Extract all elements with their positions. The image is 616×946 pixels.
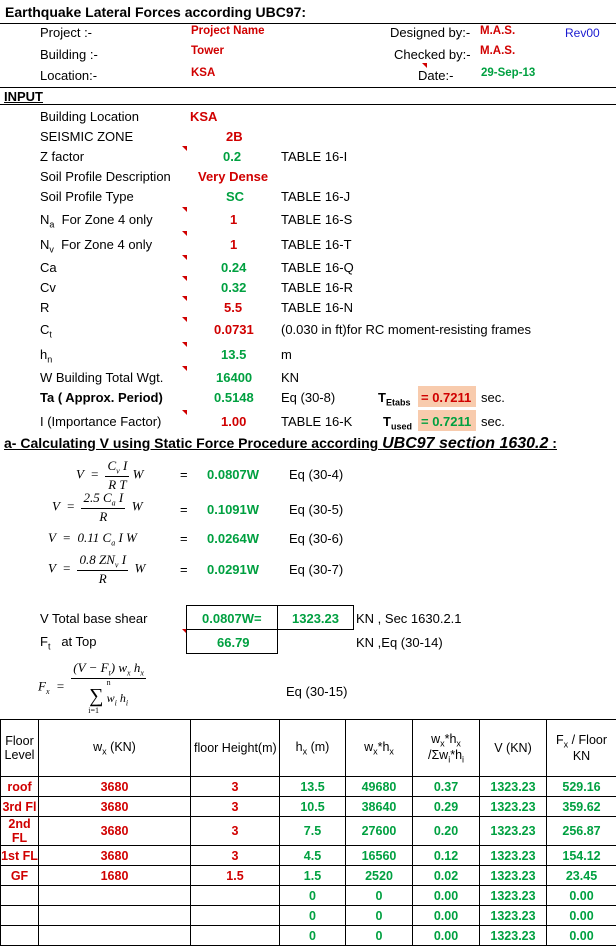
formula-eq-30-6: V = 0.11 $C_a$ I W [48,530,137,548]
column-header-ratio: $w_x*h_x$ $/\Sigma w_i*h_i$ [413,720,480,777]
ft-label: $F_t$ at Top [40,634,97,652]
base-value: 1323.23 [292,611,339,626]
equals-sign: = [180,531,188,546]
comment-marker [182,342,187,347]
input-value: 0.2 [223,149,241,164]
project-label: Project :- [40,25,92,40]
table-cell: 0 [346,926,413,946]
base-shear-label: V Total base shear [40,611,147,626]
input-value: 13.5 [221,347,246,362]
equals-sign: = [180,562,188,577]
input-label: Z factor [40,149,84,164]
table-cell: 0.00 [413,886,480,906]
table-cell [191,926,280,946]
input-ref: TABLE 16-R [281,280,353,295]
table-cell: 13.5 [280,777,346,797]
table-row [1,797,616,817]
table-cell: 0.37 [413,777,480,797]
table-cell: 1323.23 [480,926,547,946]
table-cell: 1.5 [280,866,346,886]
t-used-value: = 0.7211 [421,414,471,429]
nv-label: $N_v$ For Zone 4 only [40,237,152,255]
input-value: 0.5148 [214,390,254,405]
column-header-wxhx: $w_x*h_x$ [346,720,413,777]
table-cell [191,906,280,926]
input-ref: TABLE 16-S [281,212,352,227]
table-cell: 0.00 [413,926,480,946]
divider [0,104,616,105]
table-cell [1,906,39,926]
checked-value: M.A.S. [480,45,515,57]
table-cell: 3 [191,777,280,797]
input-label: R [40,300,49,315]
column-header: floor Height(m) [191,720,280,777]
input-value: 0.24 [221,260,246,275]
t-etabs-label: $T_{Etabs}$ [378,390,410,408]
table-header-row [1,720,616,777]
input-ref: TABLE 16-N [281,300,353,315]
input-label: SEISMIC ZONE [40,129,133,144]
table-cell: 1323.23 [480,797,547,817]
column-header: Floor Level [1,720,39,777]
ft-value: 66.79 [217,635,250,650]
input-ref: m [281,347,292,362]
table-cell: 256.87 [547,817,616,846]
input-label: Soil Profile Description [40,169,171,184]
input-label: Building Location [40,109,139,124]
hn-label: $h_n$ [40,347,52,365]
table-cell: 1323.23 [480,886,547,906]
input-label: W Building Total Wgt. [40,370,163,385]
comment-marker [182,296,187,301]
date-value: 29-Sep-13 [481,67,535,79]
input-label: Ca [40,260,57,275]
building-value: Tower [191,45,224,57]
table-cell: 1323.23 [480,906,547,926]
section-a-heading: a- Calculating V using Static Force Procedure according UBC97 section 1630.2 : [4,435,557,453]
building-label: Building :- [40,47,98,62]
table-cell: 0.00 [547,926,616,946]
table-cell: 3680 [39,846,191,866]
ct-label: $C_t$ [40,322,52,340]
column-header: V (KN) [480,720,547,777]
table-row [1,777,616,797]
eq-value: 0.0807W [207,467,259,482]
table-cell: 0.00 [413,906,480,926]
table-cell: 2520 [346,866,413,886]
comment-marker [182,146,187,151]
table-cell [39,926,191,946]
eq-value: 0.0291W [207,562,259,577]
input-ref: KN [281,370,299,385]
column-header-wx: $w_x$ (KN) [39,720,191,777]
base-coef: 0.0807W= [202,611,262,626]
eq-ref: Eq (30-6) [289,531,343,546]
t-used-label: $T_{used}$ [383,414,412,432]
table-cell: 154.12 [547,846,616,866]
input-label: Soil Profile Type [40,189,134,204]
fx-ref: Eq (30-15) [286,684,347,699]
input-label: Cv [40,280,56,295]
input-ref: Eq (30-8) [281,390,335,405]
eq-ref: Eq (30-5) [289,502,343,517]
comment-marker [182,276,187,281]
eq-ref: Eq (30-7) [289,562,343,577]
table-cell: 1323.23 [480,777,547,797]
formula-eq-30-5: V = $\frac{2.5 C_a I}{R}$ W [52,490,143,525]
input-value: 0.0731 [214,322,254,337]
table-cell [39,886,191,906]
table-cell: 7.5 [280,817,346,846]
formula-eq-30-7: V = $\frac{0.8 ZN_v I}{R}$ W [48,552,145,587]
table-cell [39,906,191,926]
table-cell [191,886,280,906]
table-row [1,926,616,946]
table-row [1,846,616,866]
table-cell: 27600 [346,817,413,846]
input-ref: TABLE 16-K [281,414,352,429]
table-cell: 0.29 [413,797,480,817]
designed-value: M.A.S. [480,25,515,37]
table-cell: 359.62 [547,797,616,817]
table-cell: 0.12 [413,846,480,866]
table-cell: 10.5 [280,797,346,817]
comment-marker [182,317,187,322]
comment-marker [182,410,187,415]
divider [0,87,616,88]
eq-value: 0.0264W [207,531,259,546]
table-cell: 0.20 [413,817,480,846]
divider [0,23,616,24]
table-cell: 49680 [346,777,413,797]
table-cell: 1680 [39,866,191,886]
table-cell: 38640 [346,797,413,817]
input-value: Very Dense [198,169,268,184]
input-ref: (0.030 in ft)for RC moment-resisting frames [281,322,531,337]
table-cell: 0 [280,886,346,906]
column-header-hx: $h_x$ (m) [280,720,346,777]
table-cell: 1.5 [191,866,280,886]
table-cell [1,926,39,946]
table-row [1,886,616,906]
input-value: 0.32 [221,280,246,295]
location-value: KSA [191,67,215,79]
table-cell: 4.5 [280,846,346,866]
table-cell: 3680 [39,817,191,846]
table-cell: 529.16 [547,777,616,797]
table-cell: 2nd FL [1,817,39,846]
table-row [1,906,616,926]
project-value: Project Name [191,25,265,37]
input-value: 1 [230,237,237,252]
input-heading: INPUT [4,89,43,104]
floor-forces-table [0,719,616,946]
table-row [1,817,616,846]
table-cell: roof [1,777,39,797]
t-used-unit: sec. [481,414,505,429]
table-cell: 0.00 [547,906,616,926]
base-ref: KN , Sec 1630.2.1 [356,611,462,626]
table-cell: 3rd Fl [1,797,39,817]
table-row [1,866,616,886]
input-value: SC [226,189,244,204]
comment-marker [182,207,187,212]
date-label: Date:- [418,68,453,83]
comment-marker [182,366,187,371]
table-cell: 0 [346,906,413,926]
designed-label: Designed by:- [390,25,470,40]
table-cell: 0.00 [547,886,616,906]
location-label: Location:- [40,68,97,83]
table-cell: 3680 [39,777,191,797]
input-label: I (Importance Factor) [40,414,161,429]
page-title: Earthquake Lateral Forces according UBC97: [5,4,306,20]
table-cell: GF [1,866,39,886]
revision: Rev00 [565,26,600,40]
formula-eq-30-4: V = $\frac{C_v I}{\text{R T}}$ W [76,458,143,493]
t-etabs-unit: sec. [481,390,505,405]
checked-label: Checked by:- [394,47,471,62]
input-ref: TABLE 16-Q [281,260,354,275]
comment-marker [182,231,187,236]
na-label: $N_a$ For Zone 4 only [40,212,153,230]
t-etabs-value: = 0.7211 [421,390,471,405]
table-cell: 0 [280,926,346,946]
input-value: KSA [190,109,217,124]
input-label: Ta ( Approx. Period) [40,390,163,405]
input-value: 5.5 [224,300,242,315]
table-cell: 3 [191,817,280,846]
eq-value: 0.1091W [207,502,259,517]
input-ref: TABLE 16-I [281,149,347,164]
table-cell: 3 [191,846,280,866]
table-cell: 0 [346,886,413,906]
table-cell: 0.02 [413,866,480,886]
table-cell: 3 [191,797,280,817]
input-value: 1 [230,212,237,227]
equals-sign: = [180,502,188,517]
input-value: 16400 [216,370,252,385]
column-header-fx: $F_x$ / Floor KN [547,720,616,777]
formula-eq-30-15: $F_x$ = $(V - F_t)$ $w_x$ $h_x$ n ∑ $w_i$ $h_i$ i=1 [38,660,146,715]
input-ref: TABLE 16-J [281,189,350,204]
ft-ref: KN ,Eq (30-14) [356,635,443,650]
table-cell [1,886,39,906]
table-cell: 1st FL [1,846,39,866]
eq-ref: Eq (30-4) [289,467,343,482]
table-cell: 1323.23 [480,846,547,866]
table-cell: 16560 [346,846,413,866]
table-cell: 0 [280,906,346,926]
table-cell: 1323.23 [480,866,547,886]
table-cell: 1323.23 [480,817,547,846]
equals-sign: = [180,467,188,482]
input-value: 1.00 [221,414,246,429]
input-value: 2B [226,129,243,144]
input-ref: TABLE 16-T [281,237,352,252]
comment-marker [182,255,187,260]
table-cell: 23.45 [547,866,616,886]
table-cell: 3680 [39,797,191,817]
